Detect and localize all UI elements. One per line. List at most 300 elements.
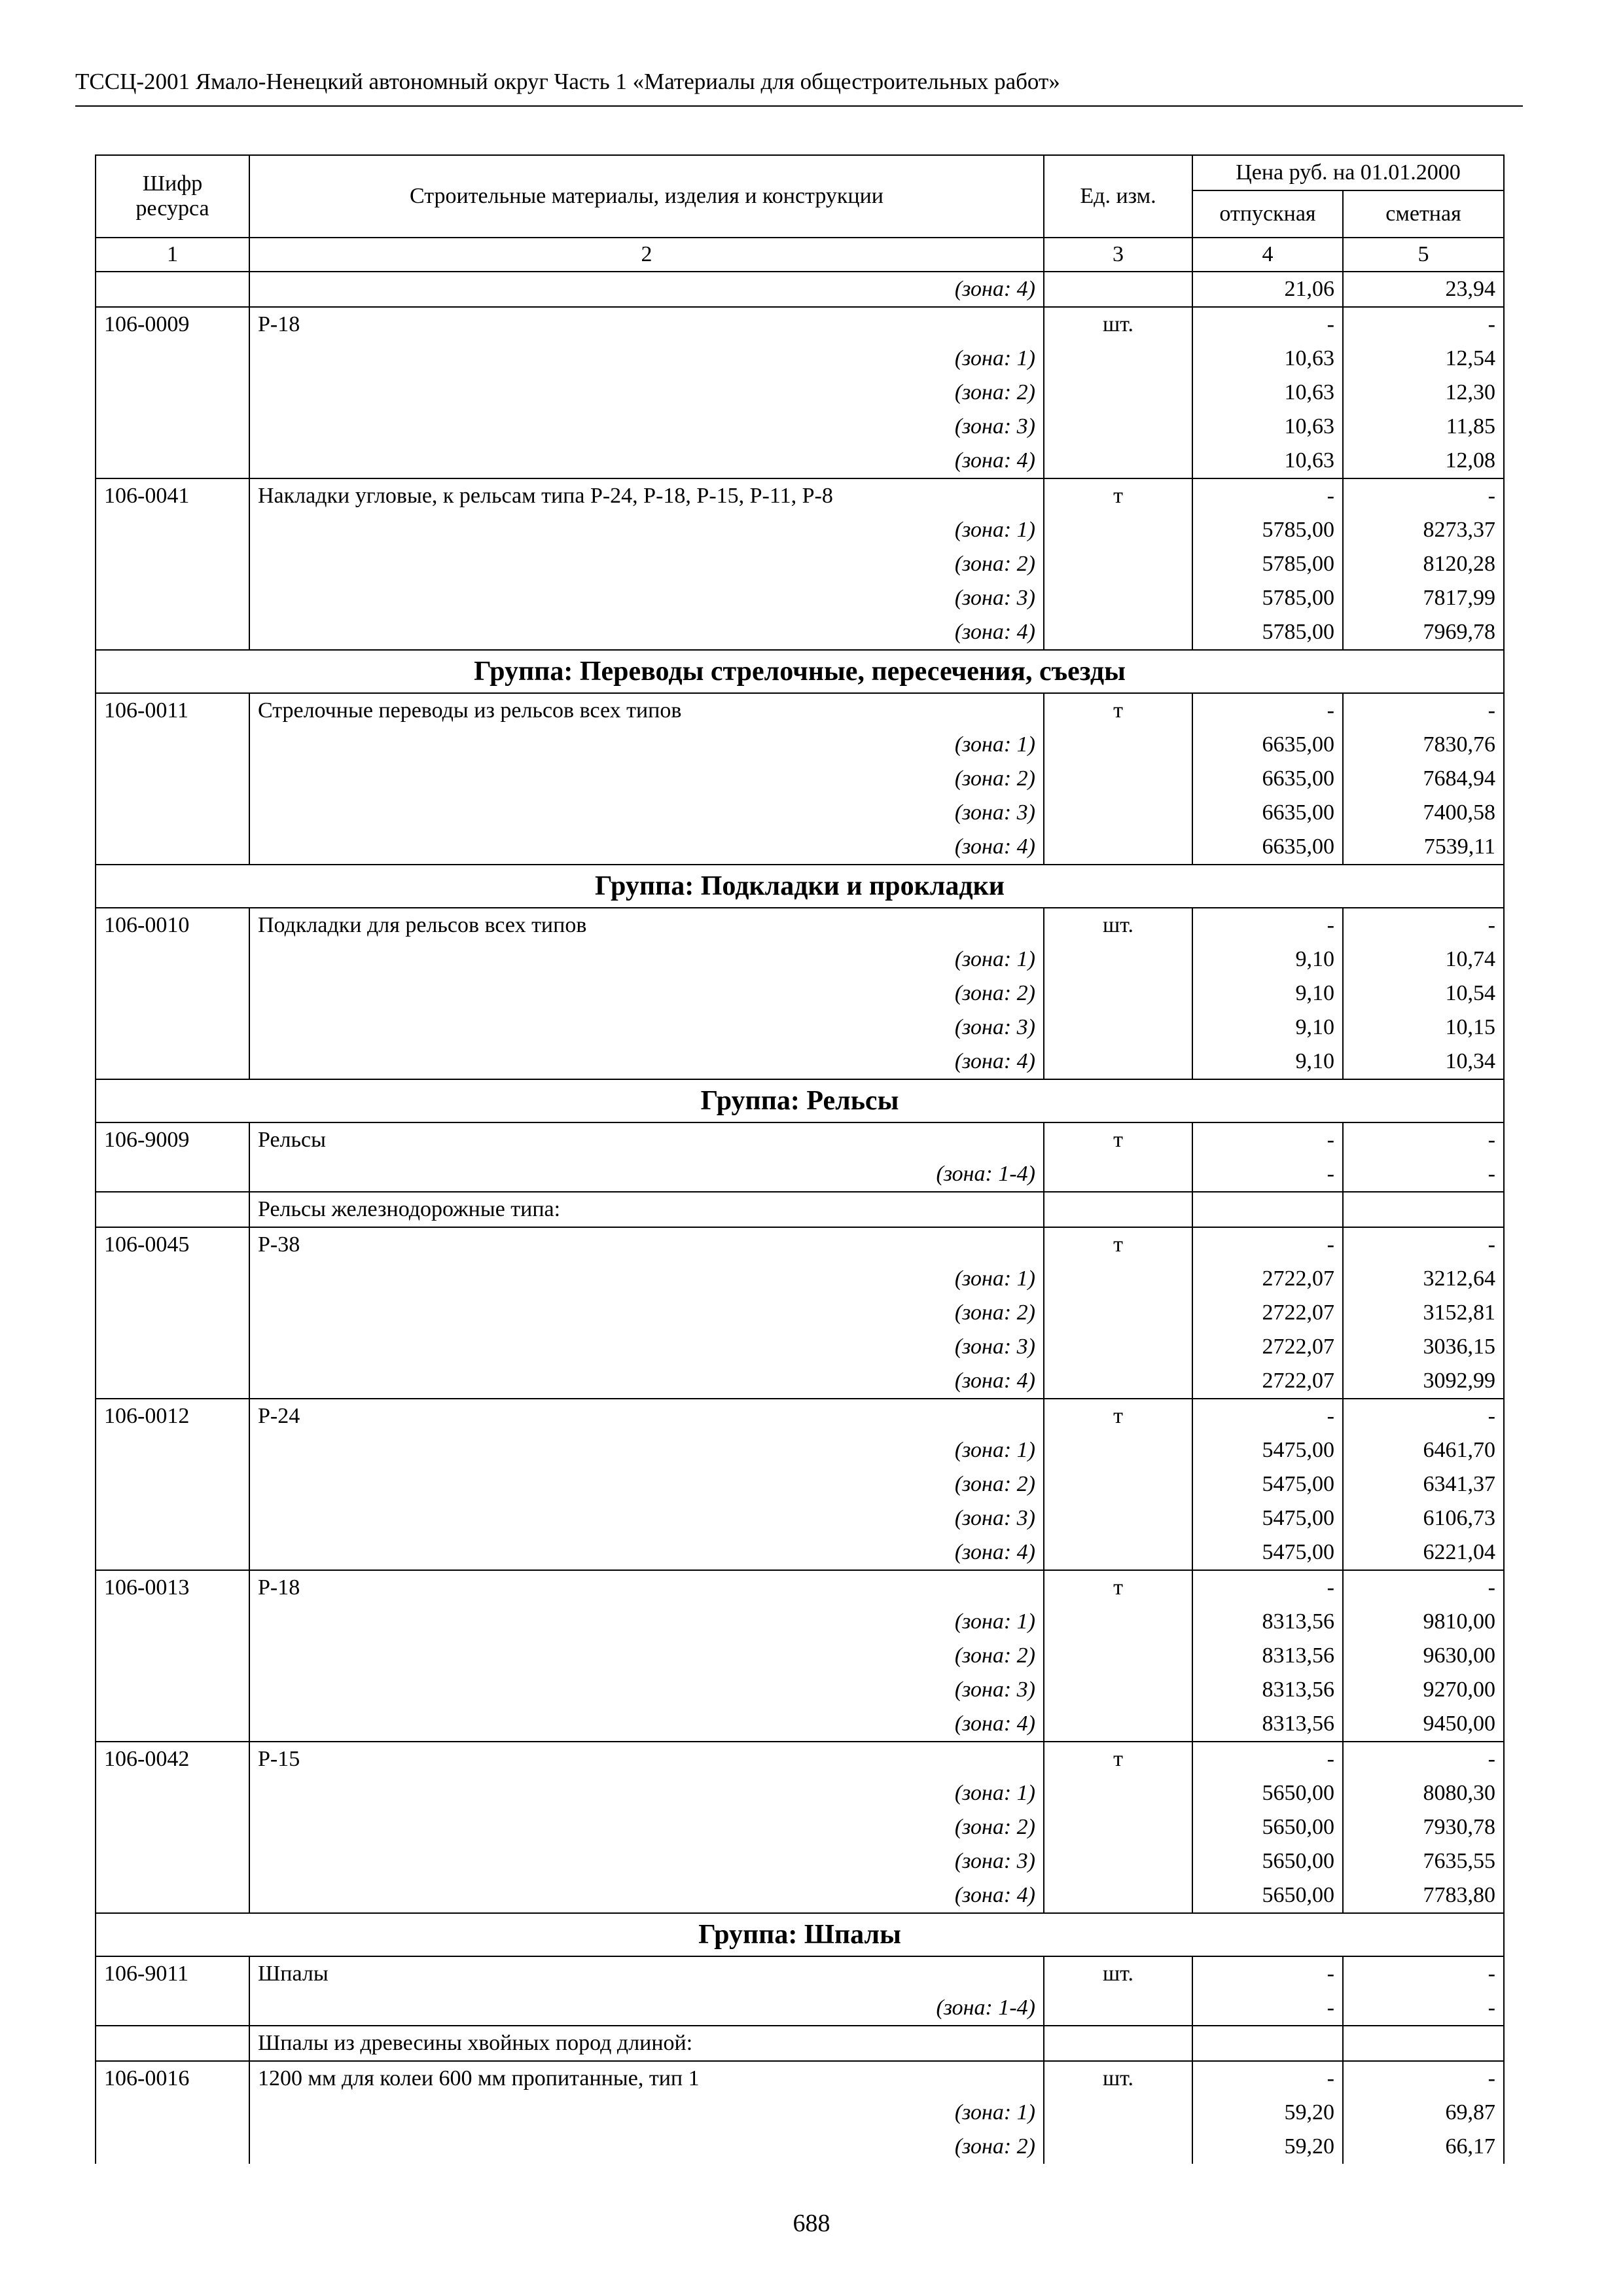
table-header [96,155,1504,272]
table-row [96,830,1504,865]
resource-code [96,376,249,410]
estimate-price: 6461,70 [1343,1433,1504,1467]
col-release-header: отпускная [1192,190,1343,238]
estimate-price: 3092,99 [1343,1364,1504,1399]
table-row [96,478,1504,513]
table-row [96,693,1504,728]
col-estimate-header: сметная [1343,190,1504,238]
estimate-price [1343,2026,1504,2061]
unit [1044,1535,1192,1570]
subheading: Шпалы из древесины хвойных пород длиной: [249,2026,1044,2061]
material-name: Р-38 [249,1227,1044,1262]
zone-label: (зона: 4) [249,1364,1044,1399]
estimate-price: 7400,58 [1343,796,1504,830]
unit [1044,762,1192,796]
resource-code [96,1045,249,1079]
release-price: 5650,00 [1192,1810,1343,1844]
release-price: - [1192,693,1343,728]
table-row [96,1535,1504,1570]
release-price: 10,63 [1192,444,1343,478]
release-price: 2722,07 [1192,1262,1343,1296]
release-price: 5650,00 [1192,1844,1343,1878]
table-row [96,1227,1504,1262]
release-price: 5785,00 [1192,581,1343,615]
release-price: 5650,00 [1192,1878,1343,1913]
table-row [96,977,1504,1011]
table-row [96,1742,1504,1776]
table-row [96,2026,1504,2061]
release-price: - [1192,2061,1343,2096]
table-row [96,1122,1504,1157]
table-row [96,2130,1504,2164]
zone-label: (зона: 3) [249,796,1044,830]
table-row [96,581,1504,615]
release-price: 5785,00 [1192,615,1343,650]
subheading: Рельсы железнодорожные типа: [249,1192,1044,1227]
material-name: Стрелочные переводы из рельсов всех типов [249,693,1044,728]
estimate-price: 6341,37 [1343,1467,1504,1501]
unit [1044,1296,1192,1330]
unit: т [1044,1227,1192,1262]
release-price: 8313,56 [1192,1707,1343,1742]
unit [1044,581,1192,615]
release-price: - [1192,1991,1343,2026]
unit [1044,1991,1192,2026]
release-price: 6635,00 [1192,762,1343,796]
release-price: - [1192,1956,1343,1991]
unit [1044,513,1192,547]
unit [1044,1878,1192,1913]
table-row [96,796,1504,830]
unit [1044,272,1192,307]
zone-label: (зона: 1-4) [249,1157,1044,1192]
unit [1044,1776,1192,1810]
zone-label: (зона: 1) [249,513,1044,547]
unit: т [1044,693,1192,728]
table-row [96,410,1504,444]
release-price: 21,06 [1192,272,1343,307]
table-row [96,1639,1504,1673]
table-row [96,1262,1504,1296]
material-name: Р-24 [249,1399,1044,1433]
table-row [96,1192,1504,1227]
zone-label: (зона: 4) [249,615,1044,650]
resource-code [96,830,249,865]
unit [1044,1045,1192,1079]
page-number: 688 [793,2210,830,2237]
unit [1044,547,1192,581]
zone-label: (зона: 1) [249,1776,1044,1810]
estimate-price: 7830,76 [1343,728,1504,762]
col-unit-header: Ед. изм. [1044,155,1192,238]
col-price-header: Цена руб. на 01.01.2000 [1192,155,1504,190]
table-row [96,1844,1504,1878]
unit: шт. [1044,1956,1192,1991]
unit: т [1044,1742,1192,1776]
unit [1044,2096,1192,2130]
resource-code [96,762,249,796]
resource-code: 106-0013 [96,1570,249,1605]
col-number: 1 [96,238,249,272]
table-row [96,762,1504,796]
zone-label: (зона: 1) [249,728,1044,762]
release-price: - [1192,478,1343,513]
estimate-price: 10,15 [1343,1011,1504,1045]
material-name: Подкладки для рельсов всех типов [249,908,1044,942]
unit [1044,1467,1192,1501]
table-row [96,1011,1504,1045]
release-price: - [1192,1742,1343,1776]
table-row [96,1157,1504,1192]
resource-code [96,728,249,762]
resource-code: 106-0042 [96,1742,249,1776]
estimate-price: - [1343,1956,1504,1991]
resource-code [96,1330,249,1364]
resource-code [96,513,249,547]
estimate-price: 9810,00 [1343,1605,1504,1639]
resource-code [96,1011,249,1045]
release-price: 9,10 [1192,977,1343,1011]
resource-code [96,2026,249,2061]
release-price [1192,2026,1343,2061]
zone-label: (зона: 3) [249,1330,1044,1364]
estimate-price: - [1343,478,1504,513]
resource-code [96,410,249,444]
estimate-price: 7684,94 [1343,762,1504,796]
price-table [95,154,1505,2164]
release-price: 59,20 [1192,2130,1343,2164]
resource-code [96,796,249,830]
material-name: Р-18 [249,307,1044,342]
unit [1044,342,1192,376]
estimate-price: 9450,00 [1343,1707,1504,1742]
resource-code: 106-0041 [96,478,249,513]
release-price: 2722,07 [1192,1330,1343,1364]
table-row [96,1399,1504,1433]
material-name: Р-15 [249,1742,1044,1776]
release-price: 2722,07 [1192,1296,1343,1330]
estimate-price: 12,08 [1343,444,1504,478]
resource-code: 106-0016 [96,2061,249,2096]
zone-label: (зона: 4) [249,444,1044,478]
estimate-price: 9630,00 [1343,1639,1504,1673]
unit [1044,942,1192,977]
estimate-price: - [1343,2061,1504,2096]
unit: т [1044,1122,1192,1157]
release-price: - [1192,1570,1343,1605]
material-name: 1200 мм для колеи 600 мм пропитанные, тип 1 [249,2061,1044,2096]
estimate-price: 12,30 [1343,376,1504,410]
estimate-price: - [1343,1399,1504,1433]
resource-code [96,272,249,307]
unit [1044,1673,1192,1707]
col-number: 2 [249,238,1044,272]
table-row [96,444,1504,478]
zone-label: (зона: 4) [249,1535,1044,1570]
unit: т [1044,1570,1192,1605]
estimate-price: - [1343,1227,1504,1262]
table-row [96,1605,1504,1639]
resource-code [96,2130,249,2164]
table-row [96,1707,1504,1742]
header-rule [75,105,1523,107]
release-price: 6635,00 [1192,728,1343,762]
estimate-price: - [1343,1742,1504,1776]
release-price: 9,10 [1192,1045,1343,1079]
resource-code [96,1535,249,1570]
estimate-price: 7539,11 [1343,830,1504,865]
estimate-price: 7817,99 [1343,581,1504,615]
estimate-price: - [1343,1991,1504,2026]
zone-label: (зона: 2) [249,977,1044,1011]
resource-code [96,581,249,615]
col-number: 4 [1192,238,1343,272]
resource-code [96,977,249,1011]
resource-code [96,1991,249,2026]
estimate-price: - [1343,1157,1504,1192]
zone-label: (зона: 3) [249,581,1044,615]
table-row [96,1776,1504,1810]
estimate-price: - [1343,1570,1504,1605]
zone-label: (зона: 1) [249,2096,1044,2130]
resource-code [96,2096,249,2130]
zone-label: (зона: 3) [249,410,1044,444]
resource-code [96,942,249,977]
release-price: 10,63 [1192,376,1343,410]
release-price: 5785,00 [1192,513,1343,547]
unit [1044,410,1192,444]
group-header-row [96,1913,1504,1956]
release-price: - [1192,908,1343,942]
table-row [96,342,1504,376]
group-header-row [96,650,1504,693]
unit [1044,1192,1192,1227]
unit [1044,830,1192,865]
zone-label: (зона: 1) [249,1262,1044,1296]
table-row [96,1433,1504,1467]
resource-code [96,1364,249,1399]
zone-label: (зона: 2) [249,1467,1044,1501]
unit: шт. [1044,2061,1192,2096]
table-row [96,376,1504,410]
release-price: - [1192,1157,1343,1192]
zone-label: (зона: 1) [249,942,1044,977]
unit [1044,2026,1192,2061]
release-price: 5475,00 [1192,1501,1343,1535]
zone-label: (зона: 4) [249,1878,1044,1913]
resource-code [96,1776,249,1810]
resource-code [96,1878,249,1913]
release-price: 9,10 [1192,1011,1343,1045]
unit [1044,2130,1192,2164]
resource-code [96,1501,249,1535]
estimate-price: 8120,28 [1343,547,1504,581]
resource-code [96,1639,249,1673]
unit: т [1044,1399,1192,1433]
col-name-header: Строительные материалы, изделия и конструкции [249,155,1044,238]
group-title: Группа: Рельсы [96,1079,1504,1122]
unit [1044,1011,1192,1045]
estimate-price: 69,87 [1343,2096,1504,2130]
table-row [96,615,1504,650]
zone-label: (зона: 1) [249,1433,1044,1467]
release-price: 10,63 [1192,410,1343,444]
material-name: Р-18 [249,1570,1044,1605]
resource-code: 106-9011 [96,1956,249,1991]
table-row [96,1045,1504,1079]
release-price [1192,1192,1343,1227]
resource-code [96,1810,249,1844]
table-row [96,1810,1504,1844]
release-price: 8313,56 [1192,1605,1343,1639]
resource-code [96,342,249,376]
unit [1044,1810,1192,1844]
estimate-price: 6221,04 [1343,1535,1504,1570]
resource-code: 106-9009 [96,1122,249,1157]
unit [1044,1844,1192,1878]
release-price: 10,63 [1192,342,1343,376]
estimate-price: - [1343,1122,1504,1157]
table-row [96,1570,1504,1605]
estimate-price: 10,74 [1343,942,1504,977]
col-number: 5 [1343,238,1504,272]
estimate-price [1343,1192,1504,1227]
unit [1044,1639,1192,1673]
estimate-price: 23,94 [1343,272,1504,307]
group-header-row [96,865,1504,908]
resource-code [96,615,249,650]
resource-code [96,1262,249,1296]
zone-label: (зона: 4) [249,1707,1044,1742]
group-header-row [96,1079,1504,1122]
estimate-price: - [1343,693,1504,728]
resource-code [96,1605,249,1639]
table-row [96,908,1504,942]
release-price: 59,20 [1192,2096,1343,2130]
group-title: Группа: Подкладки и прокладки [96,865,1504,908]
estimate-price: - [1343,908,1504,942]
release-price: - [1192,1227,1343,1262]
estimate-price: 7783,80 [1343,1878,1504,1913]
resource-code [96,1467,249,1501]
unit: шт. [1044,908,1192,942]
material-name: Накладки угловые, к рельсам типа Р-24, Р-18, Р-15, Р-11, Р-8 [249,478,1044,513]
table-row [96,1673,1504,1707]
unit [1044,1707,1192,1742]
table-row [96,513,1504,547]
release-price: - [1192,1122,1343,1157]
zone-label: (зона: 1) [249,1605,1044,1639]
unit [1044,977,1192,1011]
resource-code [96,1844,249,1878]
release-price: 5475,00 [1192,1535,1343,1570]
zone-label: (зона: 2) [249,1810,1044,1844]
table-row [96,1991,1504,2026]
zone-label: (зона: 1-4) [249,1991,1044,2026]
resource-code [96,1296,249,1330]
material-name: Шпалы [249,1956,1044,1991]
unit [1044,1157,1192,1192]
estimate-price: 6106,73 [1343,1501,1504,1535]
material-name: Рельсы [249,1122,1044,1157]
estimate-price: 9270,00 [1343,1673,1504,1707]
resource-code [96,1157,249,1192]
unit [1044,1330,1192,1364]
table-row [96,1956,1504,1991]
table-row [96,2096,1504,2130]
release-price: 8313,56 [1192,1673,1343,1707]
group-title: Группа: Переводы стрелочные, пересечения, съезды [96,650,1504,693]
table-row [96,547,1504,581]
col-number: 3 [1044,238,1192,272]
resource-code: 106-0011 [96,693,249,728]
estimate-price: 8080,30 [1343,1776,1504,1810]
table-row [96,1467,1504,1501]
resource-code [96,1433,249,1467]
zone-label: (зона: 2) [249,376,1044,410]
zone-label: (зона: 4) [249,272,1044,307]
table-row [96,728,1504,762]
zone-label: (зона: 3) [249,1011,1044,1045]
resource-code [96,1673,249,1707]
resource-code [96,1707,249,1742]
estimate-price: 3212,64 [1343,1262,1504,1296]
unit: т [1044,478,1192,513]
zone-label: (зона: 2) [249,762,1044,796]
release-price: - [1192,1399,1343,1433]
zone-label: (зона: 2) [249,2130,1044,2164]
zone-label: (зона: 4) [249,1045,1044,1079]
estimate-price: 10,34 [1343,1045,1504,1079]
table-body [96,272,1504,2164]
release-price: 5475,00 [1192,1467,1343,1501]
release-price: 6635,00 [1192,830,1343,865]
unit [1044,728,1192,762]
unit [1044,1501,1192,1535]
estimate-price: 3036,15 [1343,1330,1504,1364]
release-price: 2722,07 [1192,1364,1343,1399]
table-row [96,942,1504,977]
unit [1044,1364,1192,1399]
resource-code: 106-0012 [96,1399,249,1433]
estimate-price: 8273,37 [1343,513,1504,547]
estimate-price: 7635,55 [1343,1844,1504,1878]
resource-code: 106-0009 [96,307,249,342]
zone-label: (зона: 2) [249,1296,1044,1330]
zone-label: (зона: 3) [249,1844,1044,1878]
estimate-price: 66,17 [1343,2130,1504,2164]
col-code-header: Шифр ресурса [96,155,249,238]
estimate-price: 12,54 [1343,342,1504,376]
table-row [96,1364,1504,1399]
zone-label: (зона: 4) [249,830,1044,865]
release-price: 5785,00 [1192,547,1343,581]
estimate-price: 3152,81 [1343,1296,1504,1330]
release-price: 8313,56 [1192,1639,1343,1673]
estimate-price: - [1343,307,1504,342]
resource-code: 106-0045 [96,1227,249,1262]
release-price: 6635,00 [1192,796,1343,830]
table-row [96,1330,1504,1364]
zone-label: (зона: 2) [249,1639,1044,1673]
table-row [96,272,1504,307]
table-row [96,2061,1504,2096]
zone-label: (зона: 1) [249,342,1044,376]
resource-code [96,1192,249,1227]
table-row [96,1296,1504,1330]
resource-code: 106-0010 [96,908,249,942]
table-row [96,1878,1504,1913]
